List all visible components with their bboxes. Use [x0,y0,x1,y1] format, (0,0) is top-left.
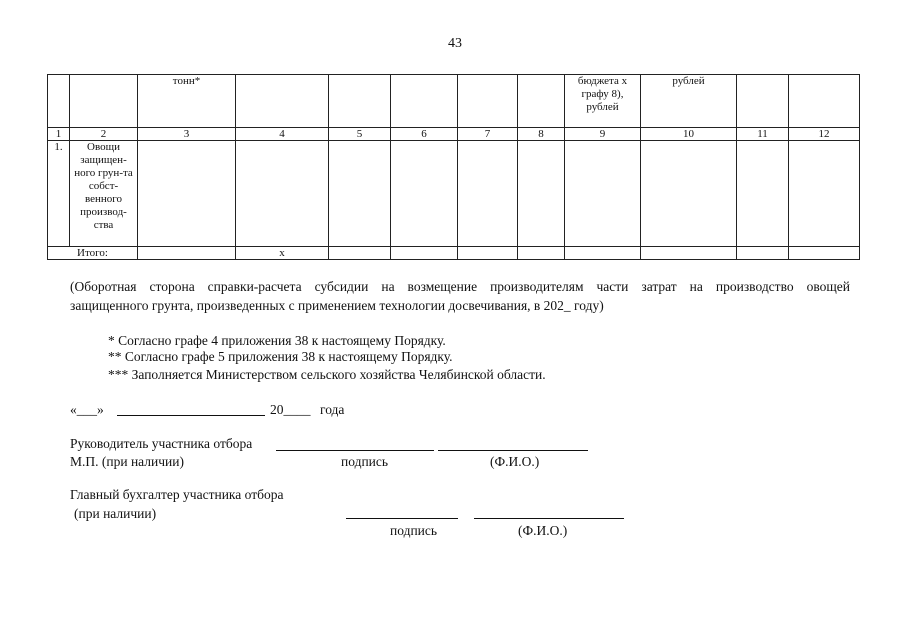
row-name: Овощи защищен-ного грун-та собст-венного производ-ства [70,141,138,247]
manager-name-line [438,450,588,451]
total-row [48,247,860,260]
column-number: 9 [565,128,641,141]
manager-name-caption: (Ф.И.О.) [490,454,540,469]
table-cell [789,247,860,260]
header-cell [518,75,565,128]
accountant-label: Главный бухгалтер участника отбора [70,487,284,502]
table-cell [518,247,565,260]
accountant-label-2: (при наличии) [74,506,157,521]
header-cell [458,75,518,128]
column-number: 7 [458,128,518,141]
date-suffix: года [320,402,345,417]
accountant-signature-caption: подпись [390,523,438,538]
subsidy-table [47,74,860,260]
column-number: 2 [70,128,138,141]
table-cell [737,141,789,247]
table-cell [641,141,737,247]
column-number: 11 [737,128,789,141]
header-cell [737,75,789,128]
header-cell [789,75,860,128]
header-cell [70,75,138,128]
manager-signature-line [276,450,434,451]
column-number: 4 [236,128,329,141]
footnote-1: * Согласно графе 4 приложения 38 к настоящему Порядку. [108,333,446,348]
column-number: 3 [138,128,236,141]
table-cell [518,141,565,247]
header-cell-col3: тонн* [138,75,236,128]
column-number: 1 [48,128,70,141]
date-month-line [117,415,265,416]
accountant-name-line [474,518,624,519]
table-cell [641,247,737,260]
header-cell-col9: бюджета х графу 8), рублей [565,75,641,128]
row-number: 1. [48,141,70,247]
column-number: 10 [641,128,737,141]
table-cell [138,247,236,260]
table-cell [329,247,391,260]
reverse-side-note-line1: (Оборотная сторона справки-расчета субсидии на возмещение производителям части затрат на производство овощей [70,279,850,294]
table-cell [329,141,391,247]
manager-signature-caption: подпись [341,454,389,469]
header-cell [236,75,329,128]
table-cell [138,141,236,247]
date-year: 20____ [270,402,311,417]
accountant-name-caption: (Ф.И.О.) [518,523,568,538]
footnote-2: ** Согласно графе 5 приложения 38 к настоящему Порядку. [108,349,453,364]
table-cell [458,247,518,260]
header-cell [391,75,458,128]
footnote-3: *** Заполняется Министерством сельского хозяйства Челябинской области. [108,367,546,382]
date-day: «___» [70,402,104,417]
stamp-label: М.П. (при наличии) [70,454,184,469]
column-numbers-row [48,128,860,141]
table-header-row [48,75,860,128]
total-label: Итого: [48,247,138,260]
column-number: 12 [789,128,860,141]
table-row [48,141,860,247]
accountant-signature-line [346,518,458,519]
header-cell [48,75,70,128]
table-cell [737,247,789,260]
table-cell [565,247,641,260]
header-cell-col10: рублей [641,75,737,128]
column-number: 6 [391,128,458,141]
column-number: 5 [329,128,391,141]
manager-label: Руководитель участника отбора [70,436,253,451]
total-col4: x [236,247,329,260]
table-cell [236,141,329,247]
table-cell [458,141,518,247]
column-number: 8 [518,128,565,141]
reverse-side-note-line2: защищенного грунта, произведенных с применением технологии досвечивания, в 202_ году) [70,298,604,313]
page-number: 43 [448,36,462,51]
table-cell [789,141,860,247]
table-cell [391,141,458,247]
table-cell [391,247,458,260]
table-cell [565,141,641,247]
header-cell [329,75,391,128]
